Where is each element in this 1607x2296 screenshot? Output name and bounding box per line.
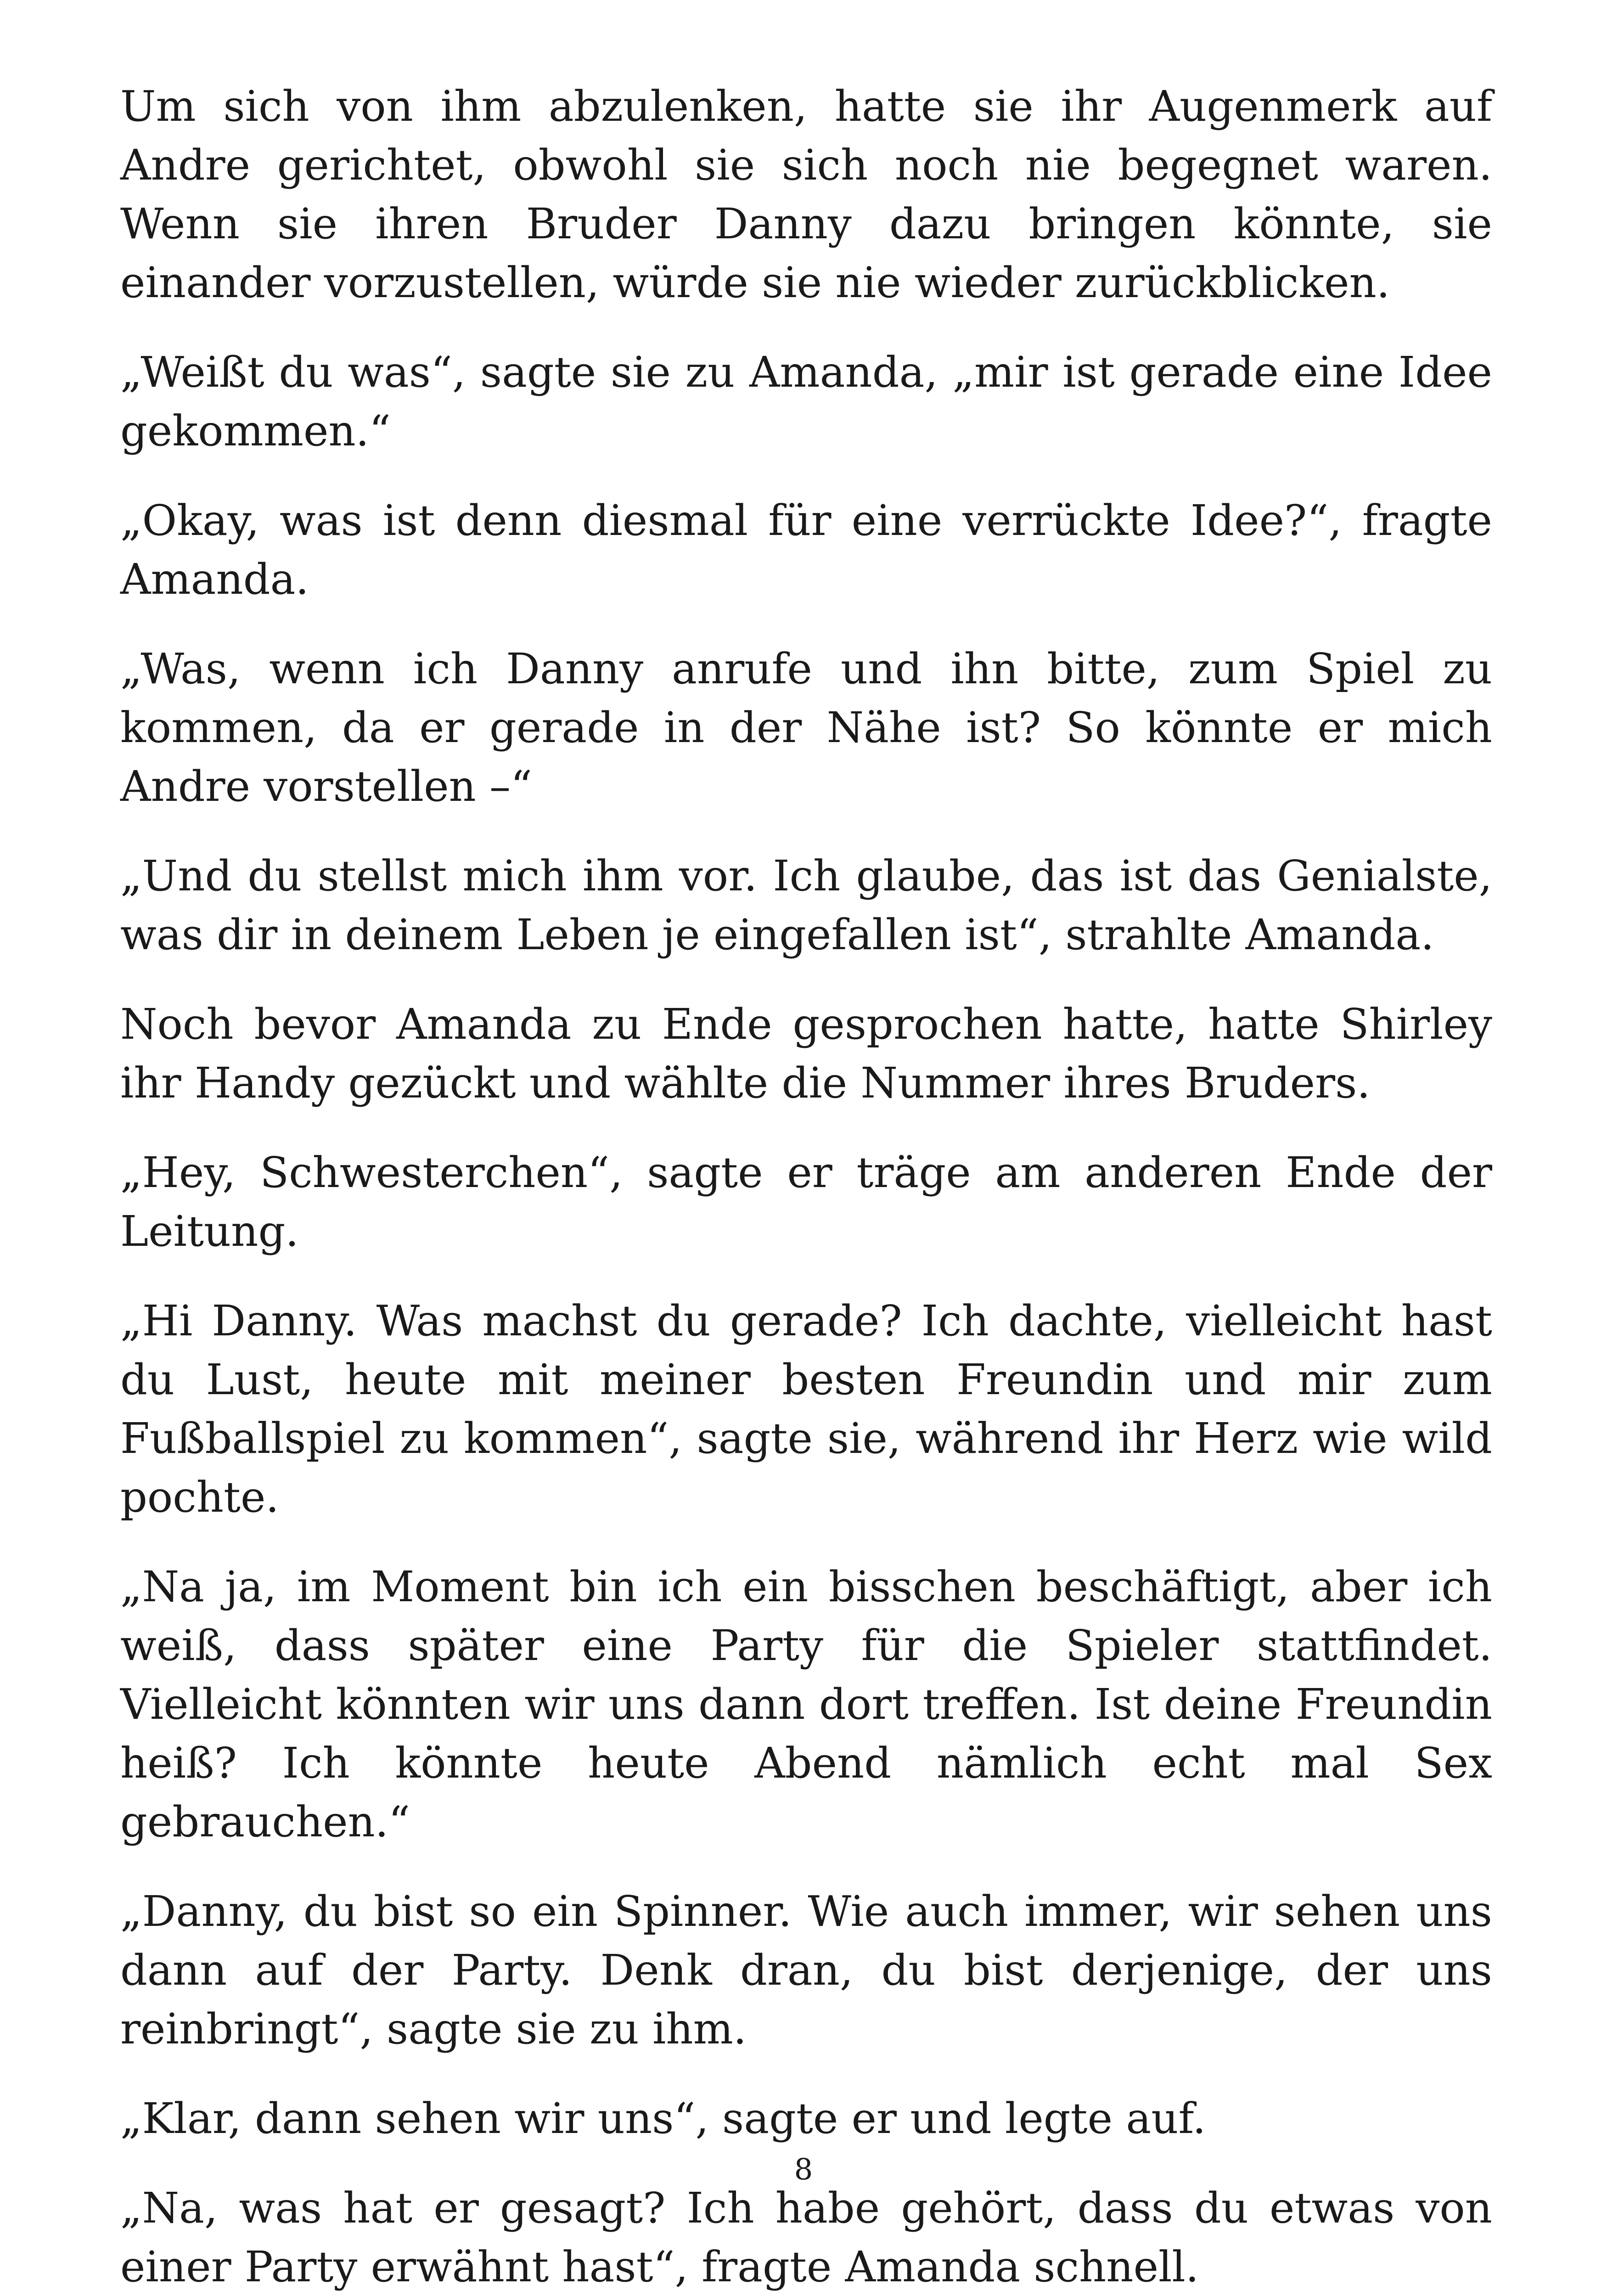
- paragraph: „Okay, was ist denn diesmal für eine verrückte Idee?“, fragte Amanda.: [120, 496, 1492, 604]
- paragraph: „Klar, dann sehen wir uns“, sagte er und legte auf.: [120, 2094, 1206, 2143]
- paragraph: „Danny, du bist so ein Spinner. Wie auch immer, wir sehen uns dann auf der Party. Denk dran, du bist derjenige, der uns reinbringt“, sagte sie zu ihm.: [120, 1887, 1492, 2054]
- paragraph: Um sich von ihm abzulenken, hatte sie ihr Augenmerk auf Andre gerichtet, obwohl sie sich noch nie begegnet waren. Wenn sie ihren Bruder Danny dazu bringen könnte, sie einander vorzustellen, würde sie nie wieder zurückblicken.: [120, 82, 1492, 307]
- page-number: 8: [794, 2153, 813, 2187]
- paragraph: „Hi Danny. Was machst du gerade? Ich dachte, vielleicht hast du Lust, heute mit meiner besten Freundin und mir zum Fußballspiel zu kommen“, sagte sie, während ihr Herz wie wild pochte.: [120, 1296, 1492, 1522]
- paragraph: „Und du stellst mich ihm vor. Ich glaube, das ist das Genialste, was dir in deinem Leben je eingefallen ist“, strahlte Amanda.: [120, 851, 1492, 959]
- paragraph: „Na ja, im Moment bin ich ein bisschen beschäftigt, aber ich weiß, dass später eine Party für die Spieler stattfindet. Vielleicht könnten wir uns dann dort treffen. Ist deine Freundin heiß? Ich könnte heute Abend nämlich echt mal Sex gebrauchen.“: [120, 1562, 1492, 1846]
- paragraph: „Was, wenn ich Danny anrufe und ihn bitte, zum Spiel zu kommen, da er gerade in der Nähe ist? So könnte er mich Andre vorstellen –“: [120, 644, 1492, 811]
- paragraph: „Hey, Schwesterchen“, sagte er träge am anderen Ende der Leitung.: [120, 1148, 1492, 1256]
- page-body: [120, 77, 1492, 2296]
- paragraph: „Na, was hat er gesagt? Ich habe gehört, dass du etwas von einer Party erwähnt hast“, fragte Amanda schnell.: [120, 2183, 1492, 2291]
- paragraph: „Weißt du was“, sagte sie zu Amanda, „mir ist gerade eine Idee gekommen.“: [120, 348, 1492, 456]
- paragraph: Noch bevor Amanda zu Ende gesprochen hatte, hatte Shirley ihr Handy gezückt und wählte die Nummer ihres Bruders.: [120, 1000, 1492, 1108]
